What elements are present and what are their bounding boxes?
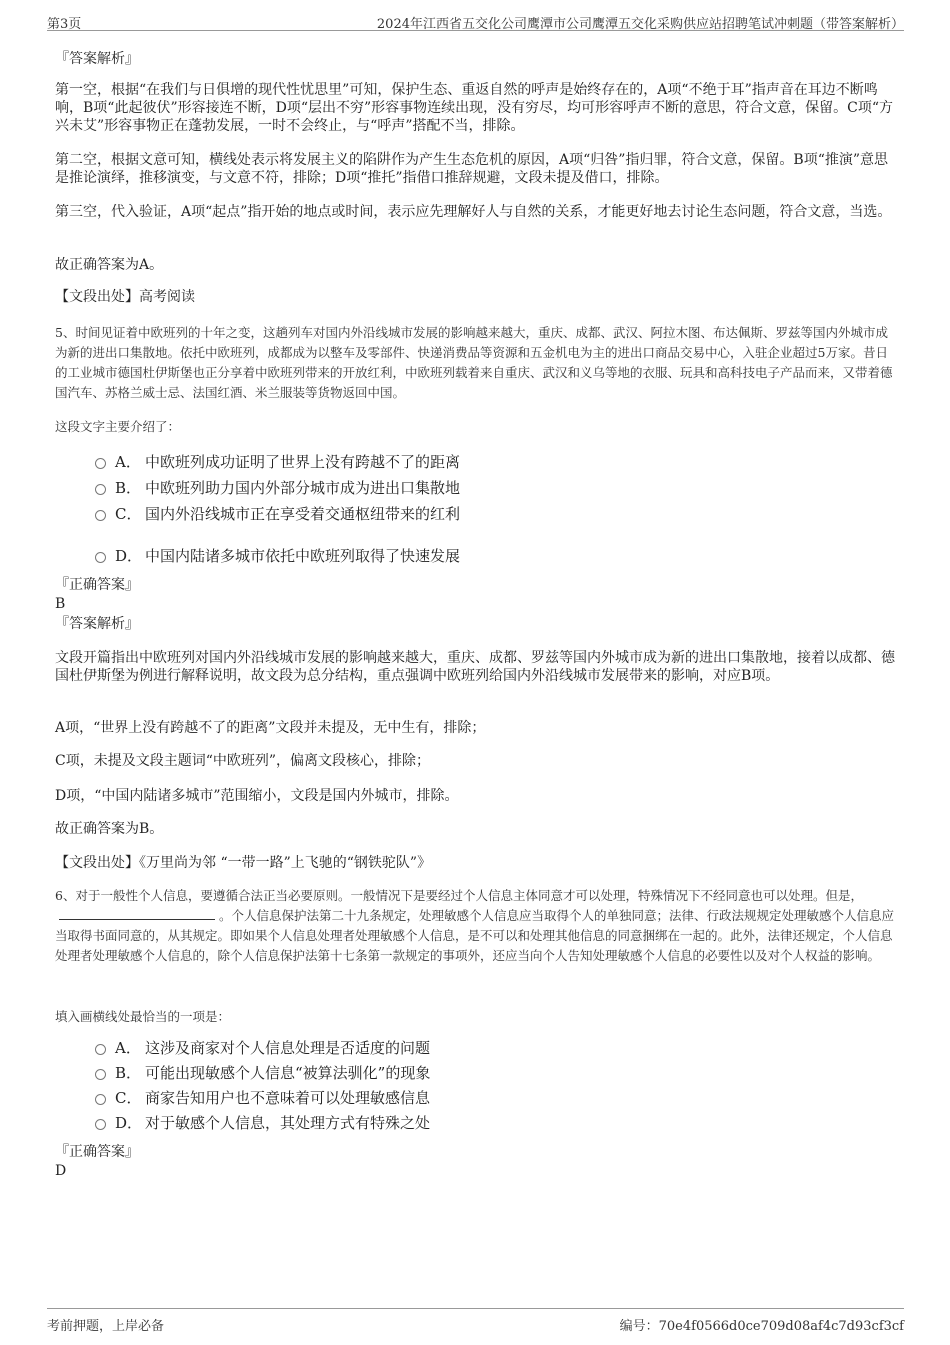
q5-analysis-label: 『答案解析』 [55, 616, 139, 632]
radio-icon[interactable] [95, 1094, 106, 1105]
radio-icon[interactable] [95, 552, 106, 563]
q4-analysis-para3: 第三空，代入验证，A项“起点”指开始的地点或时间，表示应先理解好人与自然的关系，才能更好地去讨论生态问题，符合文意，当选。 [55, 204, 892, 220]
page-footer [47, 1308, 904, 1335]
q4-analysis-para1: 第一空，根据“在我们与日俱增的现代性忧思里”可知，保护生态、重返自然的呼声是始终存在的，A项“不绝于耳”指声音在耳边不断鸣响，B项“此起彼伏”形容接连不断，D项“层出不穷”形容事物连续出现，没有穷尽，均可形容呼声不断的意思，符合文意，保留。C项“方兴未艾”形容事物正在蓬勃发展，一时不会终止，与“呼声”搭配不当，排除。 [55, 82, 894, 134]
q5-stem: 5、时间见证着中欧班列的十年之变，这趟列车对国内外沿线城市发展的影响越来越大，重庆、成都、武汉、阿拉木图、布达佩斯、罗兹等国内外城市成为新的进出口集散地。依托中欧班列，成都成为以整车及零部件、快递消费品等资源和五金机电为主的进出口商品交易中心，入驻企业超过5万家。昔日的工业城市德国杜伊斯堡也正分享着中欧班列带来的开放红利，中欧班列载着来自重庆、武汉和义乌等地的衣服、玩具和高科技电子产品而来，又带着德国汽车、苏格兰威士忌、法国红酒、米兰服装等货物返回中国。 [55, 325, 893, 400]
q5-answer-label: 『正确答案』 [55, 577, 139, 593]
q5-source: 【文段出处】《万里尚为邻 “一带一路”上飞驰的“钢铁驼队”》 [55, 855, 432, 871]
radio-icon[interactable] [95, 458, 106, 469]
q5-option-b[interactable]: B． 中欧班列助力国内外部分城市成为进出口集散地 [55, 478, 895, 498]
document-title: 2024年江西省五交化公司鹰潭市公司鹰潭五交化采购供应站招聘笔试冲刺题（带答案解析） [376, 17, 904, 32]
q6-question: 填入画横线处最恰当的一项是： [55, 1009, 231, 1024]
q4-source: 【文段出处】高考阅读 [55, 289, 195, 305]
q4-conclusion: 故正确答案为A。 [55, 257, 164, 273]
document-code: 编号：70e4f0566d0ce709d08af4c7d93cf3cf [619, 1319, 904, 1334]
q5-note-a: A项，“世界上没有跨越不了的距离”文段并未提及，无中生有，排除； [55, 720, 486, 736]
q4-analysis-label: 『答案解析』 [55, 51, 139, 67]
radio-icon[interactable] [95, 1044, 106, 1055]
q5-option-a[interactable]: A． 中欧班列成功证明了世界上没有跨越不了的距离 [55, 452, 895, 472]
page-number: 第3页 [47, 17, 82, 32]
q5-analysis: 文段开篇指出中欧班列对国内外沿线城市发展的影响越来越大，重庆、成都、罗兹等国内外城市成为新的进出口集散地，接着以成都、德国杜伊斯堡为例进行解释说明，故文段为总分结构，重点强调中欧班列给国内外沿线城市发展带来的影响，对应B项。 [55, 650, 895, 684]
radio-icon[interactable] [95, 484, 106, 495]
footer-slogan: 考前押题，上岸必备 [47, 1319, 165, 1334]
q4-analysis-para2: 第二空，根据文意可知，横线处表示将发展主义的陷阱作为产生生态危机的原因，A项“归咎”指归罪，符合文意，保留。B项“推演”意思是推论演绎，推移演变，与文意不符，排除；D项“推托”指借口推辞规避，文段未提及借口，排除。 [55, 152, 889, 186]
q5-answer: B [55, 596, 66, 612]
page-header [47, 10, 904, 31]
q5-conclusion: 故正确答案为B。 [55, 821, 164, 837]
q6-option-b[interactable]: B． 可能出现敏感个人信息“被算法驯化”的现象 [55, 1063, 895, 1083]
q5-option-d[interactable]: D． 中国内陆诸多城市依托中欧班列取得了快速发展 [55, 546, 895, 566]
radio-icon[interactable] [95, 1119, 106, 1130]
q6-answer-label: 『正确答案』 [55, 1144, 139, 1160]
radio-icon[interactable] [95, 1069, 106, 1080]
q6-stem: 6、对于一般性个人信息，要遵循合法正当必要原则。一般情况下是要经过个人信息主体同意才可以处理，特殊情况下不经同意也可以处理。但是，。个人信息保护法第二十九条规定，处理敏感个人信息应当取得个人的单独同意；法律、行政法规规定处理敏感个人信息应当取得书面同意的，从其规定。即如果个人信息处理者处理敏感个人信息，是不可以和处理其他信息的同意捆绑在一起的。此外，法律还规定，个人信息处理者处理敏感个人信息的，除个人信息保护法第十七条第一款规定的事项外，还应当向个人告知处理敏感个人信息的必要性以及对个人权益的影响。 [55, 888, 895, 963]
q5-option-c[interactable]: C． 国内外沿线城市正在享受着交通枢纽带来的红利 [55, 504, 895, 524]
q5-question: 这段文字主要介绍了： [55, 419, 181, 434]
radio-icon[interactable] [95, 510, 106, 521]
q6-option-d[interactable]: D． 对于敏感个人信息，其处理方式有特殊之处 [55, 1113, 895, 1133]
q6-option-a[interactable]: A． 这涉及商家对个人信息处理是否适度的问题 [55, 1038, 895, 1058]
q5-note-d: D项，“中国内陆诸多城市”范围缩小，文段是国内外城市，排除。 [55, 788, 459, 804]
q6-answer: D [55, 1163, 67, 1179]
q6-option-c[interactable]: C． 商家告知用户也不意味着可以处理敏感信息 [55, 1088, 895, 1108]
answer-blank [59, 907, 215, 920]
q5-note-c: C项，未提及文段主题词“中欧班列”，偏离文段核心，排除； [55, 753, 431, 769]
